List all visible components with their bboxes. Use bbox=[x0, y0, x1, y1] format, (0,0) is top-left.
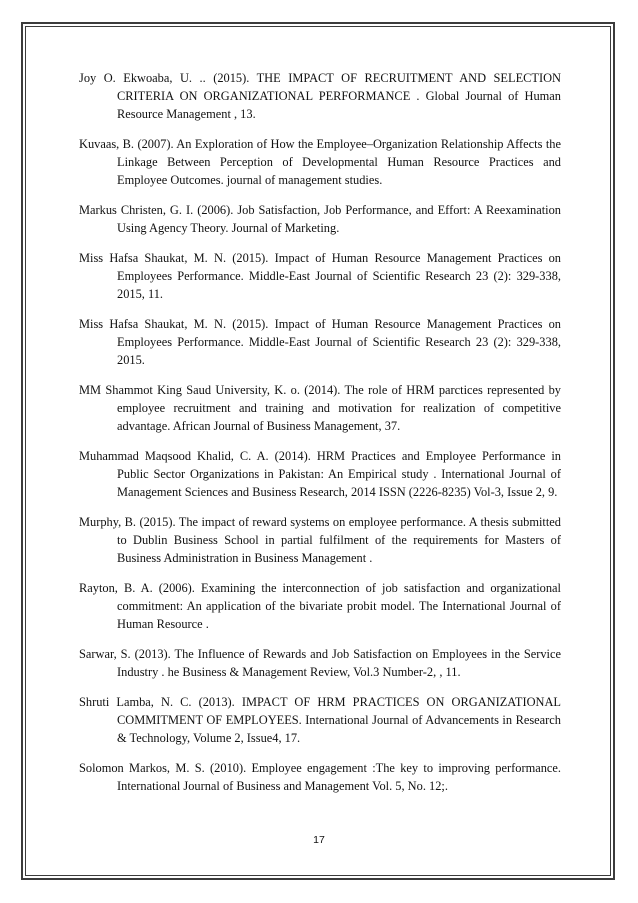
reference-entry: Muhammad Maqsood Khalid, C. A. (2014). HRM Practices and Employee Performance in Public Sector Organizations in Pakistan: An Empirical study . International Journal of Management Sciences and Business Research, 2014 ISSN (2226-8235) Vol-3, Issue 2, 9. bbox=[79, 449, 561, 499]
reference-entry: Shruti Lamba, N. C. (2013). IMPACT OF HRM PRACTICES ON ORGANIZATIONAL COMMITMENT OF EMPLOYEES. International Journal of Advancements in Research & Technology, Volume 2, Issue4, 17. bbox=[79, 695, 561, 745]
reference-entry: Murphy, B. (2015). The impact of reward systems on employee performance. A thesis submitted to Dublin Business School in partial fulfilment of the requirements for Masters of Business Administration in Business Management . bbox=[79, 515, 561, 565]
reference-entry: MM Shammot King Saud University, K. o. (2014). The role of HRM parctices represented by employee recruitment and training and motivation for realization of competitive advantage. African Journal of Business Management, 37. bbox=[79, 383, 561, 433]
reference-list bbox=[79, 70, 561, 796]
reference-entry: Rayton, B. A. (2006). Examining the interconnection of job satisfaction and organizational commitment: An application of the bivariate probit model. The International Journal of Human Resource . bbox=[79, 581, 561, 631]
reference-entry: Markus Christen, G. I. (2006). Job Satisfaction, Job Performance, and Effort: A Reexamination Using Agency Theory. Journal of Marketing. bbox=[79, 202, 561, 235]
reference-entry: Kuvaas, B. (2007). An Exploration of How the Employee–Organization Relationship Affects the Linkage Between Perception of Developmental Human Resource Practices and Employee Outcomes. journal of management studies. bbox=[79, 136, 561, 187]
reference-entry: Sarwar, S. (2013). The Influence of Rewards and Job Satisfaction on Employees in the Service Industry . he Business & Management Review, Vol.3 Number-2, , 11. bbox=[79, 647, 561, 679]
reference-entry: Miss Hafsa Shaukat, M. N. (2015). Impact of Human Resource Management Practices on Employees Performance. Middle-East Journal of Scientific Research 23 (2): 329-338, 2015, 11. bbox=[79, 251, 561, 301]
reference-entry: Joy O. Ekwoaba, U. .. (2015). THE IMPACT OF RECRUITMENT AND SELECTION CRITERIA ON ORGANIZATIONAL PERFORMANCE . Global Journal of Human Resource Management , 13. bbox=[79, 71, 561, 121]
reference-entry: Miss Hafsa Shaukat, M. N. (2015). Impact of Human Resource Management Practices on Employees Performance. Middle-East Journal of Scientific Research 23 (2): 329-338, 2015. bbox=[79, 317, 561, 367]
reference-entry: Solomon Markos, M. S. (2010). Employee engagement :The key to improving performance. International Journal of Business and Management Vol. 5, No. 12;. bbox=[79, 761, 561, 794]
page-number: 17 bbox=[313, 834, 325, 846]
